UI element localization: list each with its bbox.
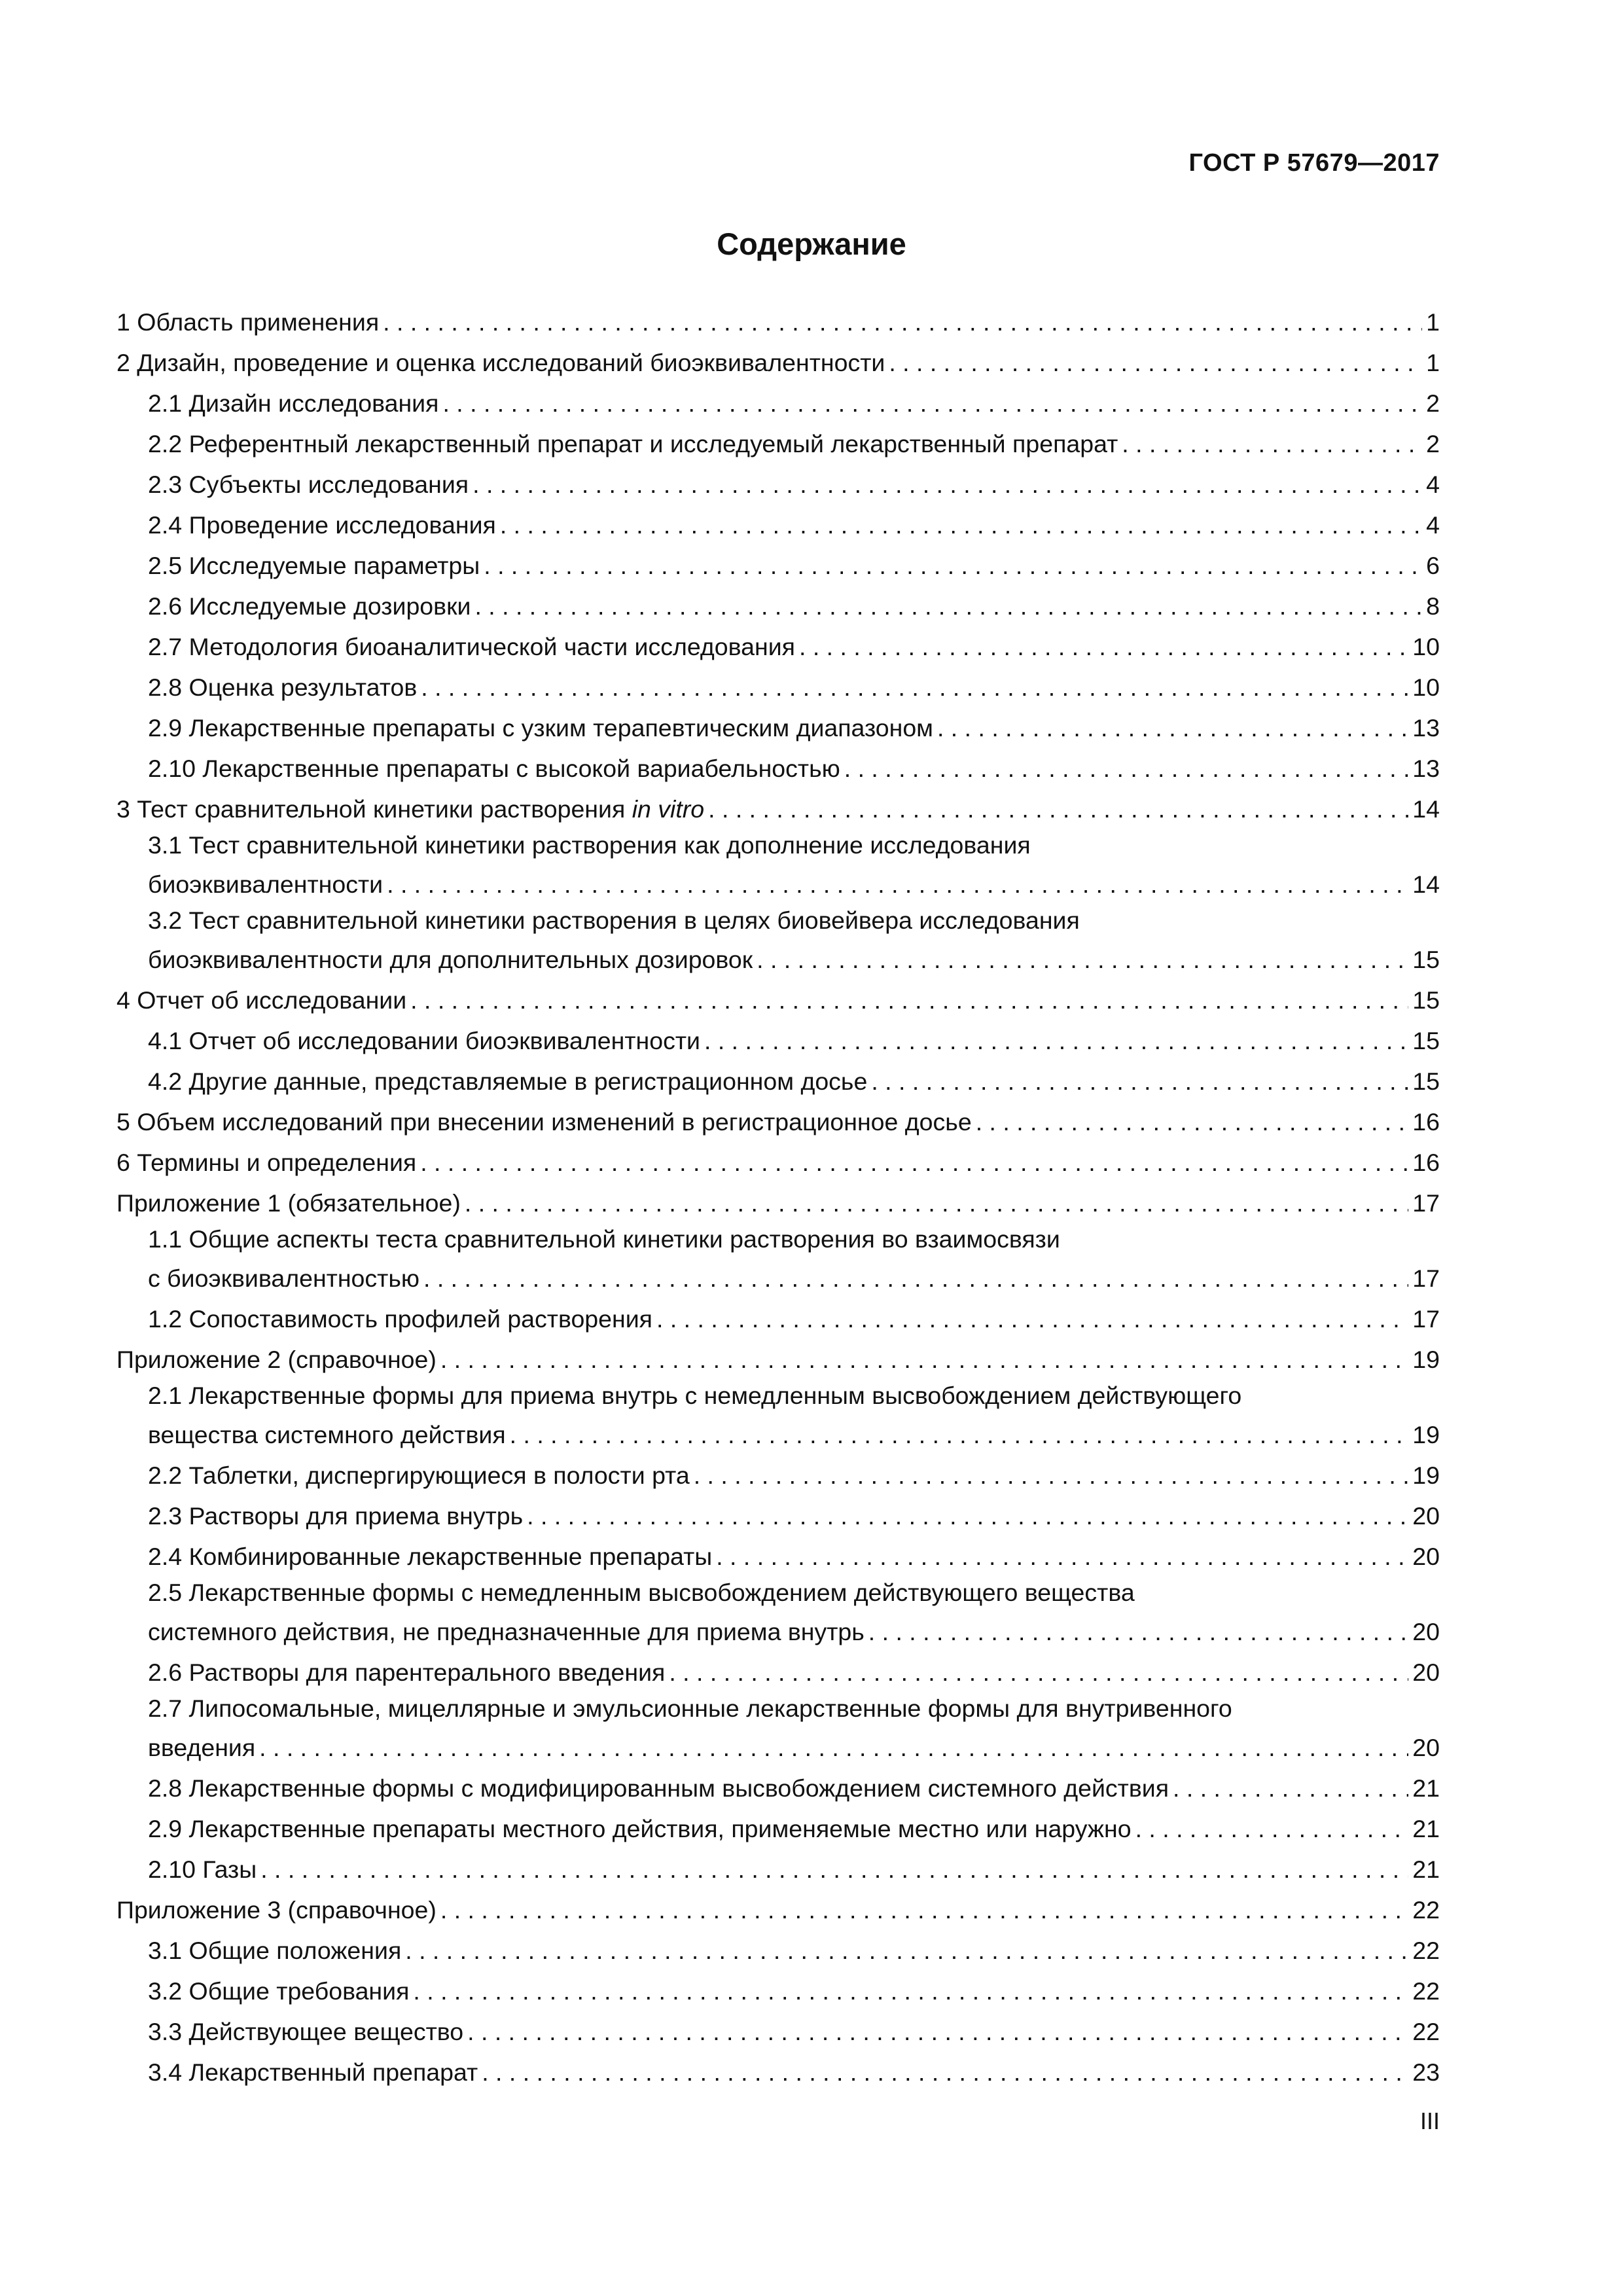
toc-entry-label: 2.9 Лекарственные препараты местного действия, применяемые местно или наружно <box>148 1815 1132 1842</box>
toc-entry-page: 4 <box>1426 511 1440 539</box>
dot-leader <box>510 1421 1409 1449</box>
toc-entry-label-line1: 2.1 Лекарственные формы для приема внутрь с немедленным высвобождением действующего <box>148 1382 1242 1409</box>
toc-entry-page: 17 <box>1412 1265 1440 1292</box>
toc-entry-page: 23 <box>1412 2058 1440 2086</box>
toc-entry[interactable] <box>116 1575 1440 1650</box>
dot-leader <box>410 986 1408 1014</box>
toc-entry-page: 20 <box>1412 1659 1440 1686</box>
toc-entry-page: 14 <box>1412 795 1440 823</box>
dot-leader <box>484 552 1422 580</box>
page-title: Содержание <box>717 226 906 261</box>
toc-entry-page: 22 <box>1412 1937 1440 1964</box>
dot-leader <box>442 389 1422 418</box>
toc-entry-label-line1: 3.2 Тест сравнительной кинетики растворения в целях биовейвера исследования <box>148 906 1080 934</box>
toc-entry-page: 15 <box>1412 1027 1440 1054</box>
dot-leader <box>420 1149 1408 1177</box>
toc-entry[interactable] <box>116 1059 1440 1100</box>
toc-entry-page: 15 <box>1412 946 1440 973</box>
toc-entry-label: 2.6 Растворы для парентерального введения <box>148 1659 666 1686</box>
toc-entry-label: 2.10 Лекарственные препараты с высокой вариабельностью <box>148 755 840 782</box>
dot-leader <box>473 471 1422 499</box>
toc-entry[interactable] <box>116 1453 1440 1494</box>
toc-entry-page: 10 <box>1412 633 1440 660</box>
toc-entry-label: 1 Область применения <box>116 308 380 336</box>
toc-entry-page: 22 <box>1412 1896 1440 1924</box>
toc-entry[interactable] <box>116 300 1440 340</box>
toc-entry[interactable] <box>116 1534 1440 1575</box>
dot-leader <box>423 1265 1408 1293</box>
toc-entry[interactable] <box>116 1140 1440 1181</box>
toc-entry-label-line1: 1.1 Общие аспекты теста сравнительной кинетики растворения во взаимосвязи <box>148 1225 1060 1253</box>
dot-leader <box>704 1027 1408 1055</box>
dot-leader <box>1135 1815 1409 1843</box>
toc-entry-page: 16 <box>1412 1149 1440 1176</box>
toc-entry-page: 13 <box>1412 714 1440 742</box>
toc-entry[interactable] <box>116 381 1440 422</box>
toc-entry-label: 2.5 Исследуемые параметры <box>148 552 480 579</box>
toc-entry-label: 2.7 Методология биоаналитической части исследования <box>148 633 795 660</box>
toc-entry-page: 14 <box>1412 870 1440 898</box>
dot-leader <box>387 870 1408 899</box>
toc-entry[interactable] <box>116 1181 1440 1221</box>
dot-leader <box>871 1067 1408 1096</box>
toc-entry-label: введения <box>148 1734 256 1761</box>
toc-entry[interactable] <box>116 787 1440 827</box>
toc-entry-label-line1: 2.5 Лекарственные формы с немедленным высвобождением действующего вещества <box>148 1579 1135 1606</box>
dot-leader <box>260 1856 1408 1884</box>
toc-entry-page: 2 <box>1426 389 1440 417</box>
toc-entry-page: 21 <box>1412 1856 1440 1883</box>
toc-entry-page: 8 <box>1426 592 1440 620</box>
toc-entry[interactable] <box>116 1766 1440 1806</box>
toc-entry-label: 4.2 Другие данные, представляемые в регистрационном досье <box>148 1067 868 1095</box>
toc-entry-label: Приложение 1 (обязательное) <box>116 1189 461 1217</box>
toc-entry[interactable] <box>116 1378 1440 1453</box>
dot-leader <box>868 1618 1408 1646</box>
toc-entry-label: 2.2 Референтный лекарственный препарат и исследуемый лекарственный препарат <box>148 430 1118 457</box>
toc-entry-page: 2 <box>1426 430 1440 457</box>
toc-entry-label: 4.1 Отчет об исследовании биоэквивалентности <box>148 1027 700 1054</box>
toc-entry[interactable] <box>116 665 1440 706</box>
toc-entry[interactable] <box>116 2050 1440 2090</box>
toc-entry[interactable] <box>116 903 1440 978</box>
toc-entry[interactable] <box>116 584 1440 624</box>
dot-leader <box>467 2018 1408 2046</box>
dot-leader <box>474 592 1422 620</box>
toc-entry[interactable] <box>116 1847 1440 1888</box>
toc-entry[interactable] <box>116 1494 1440 1534</box>
toc-entry-page: 21 <box>1412 1774 1440 1802</box>
toc-entry[interactable] <box>116 1297 1440 1337</box>
toc-entry-label: биоэквивалентности для дополнительных дозировок <box>148 946 753 973</box>
dot-leader <box>259 1734 1408 1762</box>
toc-entry-label: Приложение 3 (справочное) <box>116 1896 437 1924</box>
toc-entry-page: 17 <box>1412 1305 1440 1333</box>
toc-entry-page: 1 <box>1426 308 1440 336</box>
toc-entry-page: 20 <box>1412 1543 1440 1570</box>
dot-leader <box>889 349 1422 377</box>
toc-entry[interactable] <box>116 1650 1440 1691</box>
dot-leader <box>482 2058 1408 2087</box>
page-number: III <box>1419 2108 1440 2134</box>
toc-entry-label: 2.4 Комбинированные лекарственные препараты <box>148 1543 713 1570</box>
toc-entry[interactable] <box>116 1018 1440 1059</box>
toc-entry-page: 21 <box>1412 1815 1440 1842</box>
toc-entry-page: 22 <box>1412 2018 1440 2045</box>
toc-entry-page: 19 <box>1412 1346 1440 1373</box>
toc-entry-page: 17 <box>1412 1189 1440 1217</box>
dot-leader <box>1122 430 1422 458</box>
dot-leader <box>527 1502 1408 1530</box>
toc-entry[interactable] <box>116 624 1440 665</box>
toc-entry-label: Приложение 2 (справочное) <box>116 1346 437 1373</box>
toc-entry-page: 20 <box>1412 1734 1440 1761</box>
toc-entry-label: вещества системного действия <box>148 1421 506 1448</box>
toc-entry-label: с биоэквивалентностью <box>148 1265 419 1292</box>
toc-entry-label: 3.3 Действующее вещество <box>148 2018 464 2045</box>
dot-leader <box>440 1896 1408 1924</box>
toc-entry-label: 2.9 Лекарственные препараты с узким терапевтическим диапазоном <box>148 714 933 742</box>
dot-leader <box>1173 1774 1408 1803</box>
toc-entry-page: 15 <box>1412 986 1440 1014</box>
toc-entry-label: 2 Дизайн, проведение и оценка исследований биоэквивалентности <box>116 349 885 376</box>
dot-leader <box>799 633 1408 661</box>
dot-leader <box>844 755 1409 783</box>
toc-entry-page: 22 <box>1412 1977 1440 2005</box>
toc-entry-label: 3.4 Лекарственный препарат <box>148 2058 478 2086</box>
toc-entry-page: 16 <box>1412 1108 1440 1136</box>
toc-entry-label: системного действия, не предназначенные для приема внутрь <box>148 1618 865 1645</box>
toc-entry-label-italic: in vitro <box>632 795 705 823</box>
dot-leader <box>694 1462 1409 1490</box>
dot-leader <box>976 1108 1409 1136</box>
toc-entry-label: 2.10 Газы <box>148 1856 257 1883</box>
toc-entry-label: 2.4 Проведение исследования <box>148 511 496 539</box>
toc-entry-label: 4 Отчет об исследовании <box>116 986 407 1014</box>
toc-entry[interactable] <box>116 1969 1440 2009</box>
toc-entry-label: 3.2 Общие требования <box>148 1977 410 2005</box>
toc-entry-label: 5 Объем исследований при внесении изменений в регистрационное досье <box>116 1108 972 1136</box>
toc-entry-label: 2.3 Субъекты исследования <box>148 471 469 498</box>
toc-entry-label-line1: 2.7 Липосомальные, мицеллярные и эмульсионные лекарственные формы для внутривенного <box>148 1695 1232 1722</box>
toc-entry[interactable] <box>116 1337 1440 1378</box>
toc-entry[interactable] <box>116 340 1440 381</box>
toc-entry[interactable] <box>116 1100 1440 1140</box>
toc-entry-page: 4 <box>1426 471 1440 498</box>
toc-entry[interactable] <box>116 706 1440 746</box>
dot-leader <box>465 1189 1408 1217</box>
dot-leader <box>440 1346 1408 1374</box>
dot-leader <box>708 795 1408 823</box>
toc-entry[interactable] <box>116 746 1440 787</box>
toc-entry[interactable] <box>116 978 1440 1018</box>
toc-entry[interactable] <box>116 2009 1440 2050</box>
dot-leader <box>413 1977 1408 2005</box>
toc-entry-page: 1 <box>1426 349 1440 376</box>
toc-entry-label: 2.8 Лекарственные формы с модифицированным высвобождением системного действия <box>148 1774 1169 1802</box>
toc-entry-label: 2.1 Дизайн исследования <box>148 389 439 417</box>
toc-entry-label-line1: 3.1 Тест сравнительной кинетики растворения как дополнение исследования <box>148 831 1031 859</box>
dot-leader <box>656 1305 1408 1333</box>
toc-entry[interactable] <box>116 1888 1440 1928</box>
toc-entry-label: 2.8 Оценка результатов <box>148 673 418 701</box>
toc-entry-page: 13 <box>1412 755 1440 782</box>
toc-entry[interactable] <box>116 422 1440 462</box>
toc-entry-page: 15 <box>1412 1067 1440 1095</box>
toc-entry-label: 2.3 Растворы для приема внутрь <box>148 1502 524 1530</box>
toc-entry-label: 1.2 Сопоставимость профилей растворения <box>148 1305 652 1333</box>
table-of-contents <box>116 300 1440 2090</box>
toc-entry[interactable] <box>116 1691 1440 1766</box>
dot-leader <box>669 1659 1408 1687</box>
toc-entry-page: 20 <box>1412 1618 1440 1645</box>
dot-leader <box>383 308 1422 336</box>
toc-entry-label: 3.1 Общие положения <box>148 1937 402 1964</box>
toc-entry-page: 20 <box>1412 1502 1440 1530</box>
toc-entry[interactable] <box>116 1806 1440 1847</box>
toc-entry[interactable] <box>116 1928 1440 1969</box>
toc-entry-label: 6 Термины и определения <box>116 1149 417 1176</box>
dot-leader <box>757 946 1408 974</box>
toc-entry[interactable] <box>116 543 1440 584</box>
toc-entry[interactable] <box>116 1221 1440 1297</box>
dot-leader <box>716 1543 1408 1571</box>
toc-entry-label: 2.6 Исследуемые дозировки <box>148 592 471 620</box>
dot-leader <box>421 673 1408 702</box>
toc-entry[interactable] <box>116 503 1440 543</box>
toc-entry-label: 2.2 Таблетки, диспергирующиеся в полости рта <box>148 1462 690 1489</box>
dot-leader <box>405 1937 1408 1965</box>
toc-entry[interactable] <box>116 462 1440 503</box>
dot-leader <box>937 714 1408 742</box>
toc-entry-page: 6 <box>1426 552 1440 579</box>
toc-entry-label: биоэквивалентности <box>148 870 383 898</box>
toc-entry-page: 19 <box>1412 1462 1440 1489</box>
dot-leader <box>500 511 1422 539</box>
toc-entry-label: 3 Тест сравнительной кинетики растворения in vitro <box>116 795 705 823</box>
toc-entry[interactable] <box>116 827 1440 903</box>
toc-entry-page: 19 <box>1412 1421 1440 1448</box>
toc-entry-page: 10 <box>1412 673 1440 701</box>
document-code: ГОСТ Р 57679—2017 <box>1188 149 1440 177</box>
